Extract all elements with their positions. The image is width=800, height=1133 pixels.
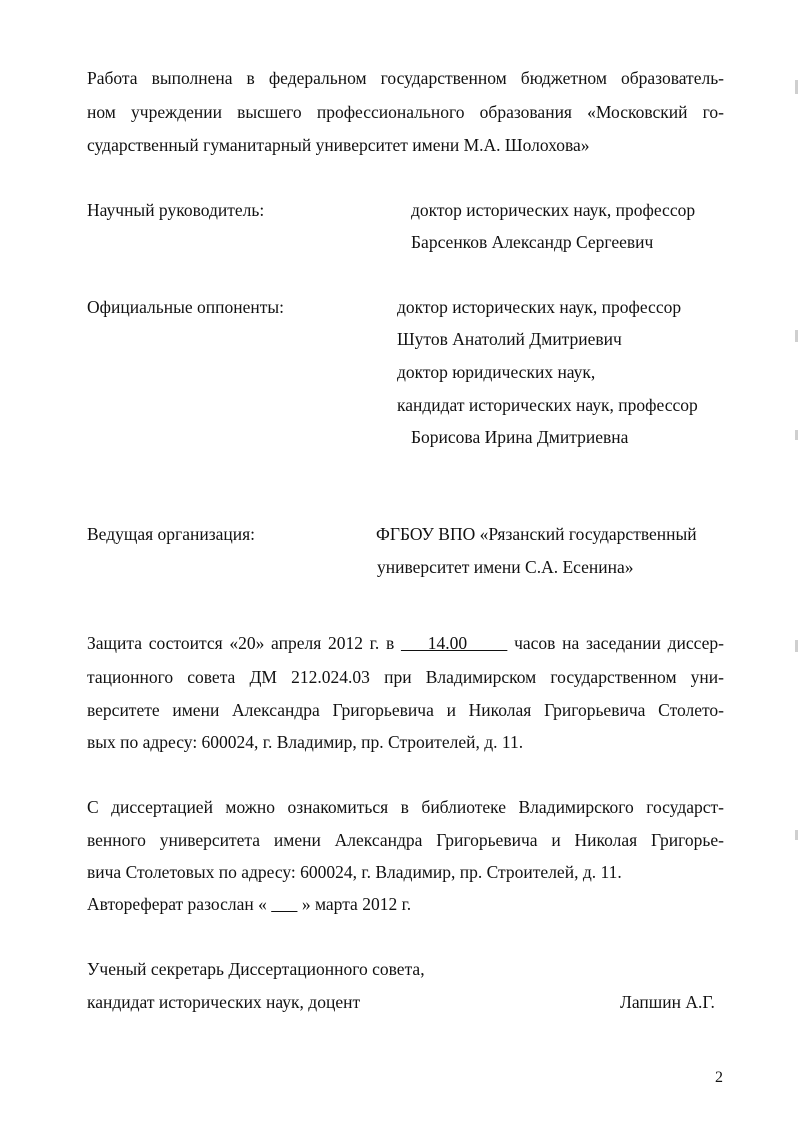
- scan-mark: [795, 80, 798, 94]
- abstract-sent-after: » марта 2012 г.: [297, 894, 412, 914]
- supervisor-label: Научный руководитель:: [87, 200, 265, 220]
- library-line-3: вича Столетовых по адресу: 600024, г. Владимир, пр. Строителей, д. 11.: [87, 862, 622, 882]
- secretary-name: Лапшин А.Г.: [620, 992, 715, 1012]
- intro-line-2: ном учреждении высшего профессионального образования «Московский го-: [87, 102, 724, 122]
- supervisor-name: Барсенков Александр Сергеевич: [411, 232, 654, 252]
- scan-mark: [795, 430, 798, 440]
- defense-text-before: Защита состоится «20» апреля 2012 г. в: [87, 633, 401, 653]
- library-line-1: С диссертацией можно ознакомиться в библиотеке Владимирского государст-: [87, 797, 724, 817]
- library-line-2: венного университета имени Александра Григорьевича и Николая Григорье-: [87, 830, 724, 850]
- defense-line-3: верситете имени Александра Григорьевича и Николая Григорьевича Столето-: [87, 700, 724, 720]
- defense-text-after: часов на заседании диссер-: [507, 633, 724, 653]
- defense-line-2: тационного совета ДМ 212.024.03 при Владимирском государственном уни-: [87, 667, 724, 687]
- leading-org-label: Ведущая организация:: [87, 524, 256, 544]
- opponent-1-degree: доктор исторических наук, профессор: [397, 297, 682, 317]
- secretary-line-2: кандидат исторических наук, доцент: [87, 992, 361, 1012]
- secretary-line-1: Ученый секретарь Диссертационного совета,: [87, 959, 425, 979]
- defense-time: 14.00: [400, 633, 508, 653]
- leading-org-line-2: университет имени С.А. Есенина»: [377, 557, 634, 577]
- scan-mark: [795, 640, 798, 652]
- abstract-sent-line: [87, 893, 411, 915]
- defense-line-4: вых по адресу: 600024, г. Владимир, пр. Строителей, д. 11.: [87, 732, 524, 752]
- opponent-2-degree-1: доктор юридических наук,: [397, 362, 596, 382]
- page-number: 2: [715, 1069, 723, 1086]
- abstract-sent-blank: [271, 894, 297, 914]
- scan-mark: [795, 830, 798, 840]
- opponent-1-name: Шутов Анатолий Дмитриевич: [397, 329, 622, 349]
- opponent-2-name: Борисова Ирина Дмитриевна: [411, 427, 629, 447]
- opponent-2-degree-2: кандидат исторических наук, профессор: [397, 395, 698, 415]
- defense-line-1: [87, 632, 724, 654]
- intro-line-3: сударственный гуманитарный университет имени М.А. Шолохова»: [87, 135, 590, 155]
- leading-org-line-1: ФГБОУ ВПО «Рязанский государственный: [376, 524, 697, 544]
- supervisor-degree: доктор исторических наук, профессор: [411, 200, 696, 220]
- scan-mark: [795, 330, 798, 342]
- opponents-label: Официальные оппоненты:: [87, 297, 284, 317]
- abstract-sent-before: Автореферат разослан «: [87, 894, 272, 914]
- intro-line-1: Работа выполнена в федеральном государственном бюджетном образователь-: [87, 68, 724, 88]
